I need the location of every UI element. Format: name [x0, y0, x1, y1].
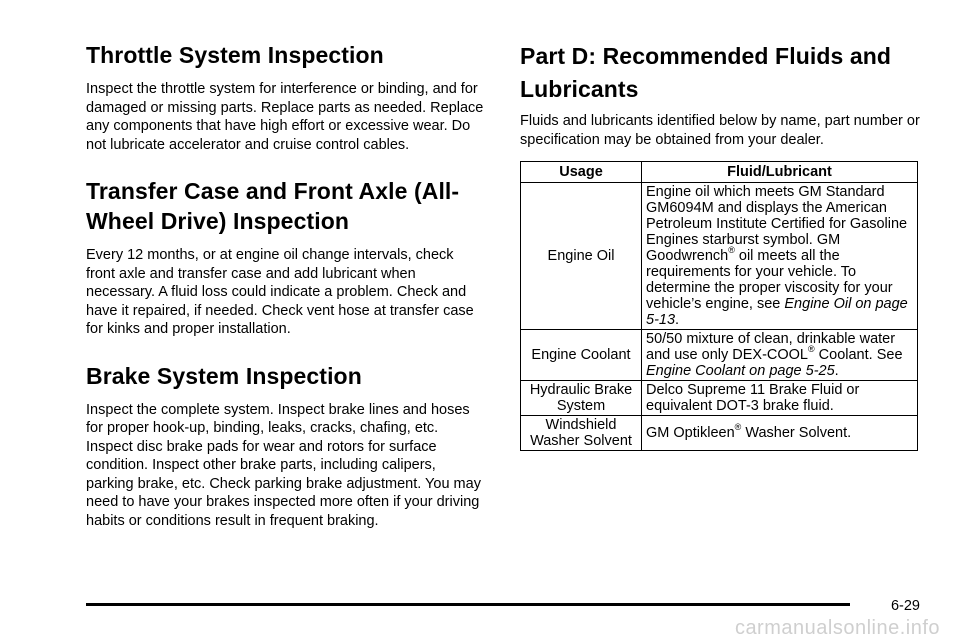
page-number: 6-29: [890, 598, 920, 614]
row-fluid: [642, 330, 918, 381]
fluid-text-cont: oil meets all the requirements for your vehicle. To determine the proper viscosity for your vehicle’s engine, see: [646, 248, 893, 312]
transfer-body: Every 12 months, or at engine oil change intervals, check front axle and transfer case and add lubricant when necessary. A fluid loss could indicate a problem. Check and have it repaired, if needed. Check vent hose at transfer case for kinks and proper installation.: [86, 247, 474, 337]
row-fluid: [642, 381, 918, 416]
fluids-intro: Fluids and lubricants identified below by name, part number or specification may be obtained from your dealer.: [520, 113, 920, 148]
table-row: [521, 416, 918, 451]
header-usage: Usage: [521, 162, 642, 183]
brake-body: Inspect the complete system. Inspect brake lines and hoses for proper hook-up, binding, leaks, cracks, chafing, etc. Inspect disc brake pads for wear and rotors for surface condition. Inspect other brake parts, including calipers, parking brake, etc. Check parking brake adjustment. You may need to have your brakes inspected more often if your driving habits or conditions result in frequent braking.: [86, 401, 481, 529]
registered-mark: ®: [734, 422, 742, 433]
left-column: [86, 40, 486, 552]
fluid-text-cont: Coolant. See: [814, 347, 903, 363]
transfer-heading: Transfer Case and Front Axle (All-Wheel Drive) Inspection: [86, 178, 460, 234]
row-fluid: [642, 183, 918, 330]
table-row: [521, 381, 918, 416]
row-usage: Engine Coolant: [521, 330, 642, 381]
page-reference: Engine Coolant on page 5-25: [646, 363, 835, 379]
fluid-text: GM Optikleen: [646, 425, 735, 441]
right-column: [520, 40, 920, 451]
row-usage: Windshield Washer Solvent: [521, 416, 642, 451]
fluid-text: Engine oil which meets GM Standard GM6094M and displays the American Petroleum Institute Certified for Gasoline Engines starburst symbol. GM Goodwrench: [646, 184, 908, 264]
registered-mark: ®: [808, 344, 815, 355]
page-reference: Engine Oil on page 5-13: [646, 296, 908, 328]
fluids-table: [520, 161, 918, 451]
table-row: [521, 183, 918, 330]
row-usage: Hydraulic Brake System: [521, 381, 642, 416]
transfer-section: [86, 176, 486, 339]
fluid-text-end: .: [675, 312, 680, 328]
throttle-heading: Throttle System Inspection: [86, 42, 384, 68]
table-header-row: [521, 162, 918, 183]
registered-mark: ®: [728, 245, 735, 256]
fluid-text: Delco Supreme 11 Brake Fluid or equivalent DOT-3 brake fluid.: [646, 382, 860, 414]
throttle-section: [86, 40, 486, 154]
fluid-text: 50/50 mixture of clean, drinkable water and use only DEX-COOL: [646, 331, 896, 363]
header-fluid: Fluid/Lubricant: [642, 162, 918, 183]
fluid-text-cont: Washer Solvent.: [741, 425, 852, 441]
brake-section: [86, 361, 486, 531]
fluids-heading: Part D: Recommended Fluids and Lubricants: [520, 43, 892, 102]
watermark: carmanualsonline.info: [734, 617, 940, 639]
row-fluid: [642, 416, 918, 451]
fluid-text-end: .: [834, 363, 839, 379]
footer-rule: [86, 603, 850, 606]
table-row: [521, 330, 918, 381]
row-usage: Engine Oil: [521, 183, 642, 330]
brake-heading: Brake System Inspection: [86, 362, 362, 389]
throttle-body: Inspect the throttle system for interference or binding, and for damaged or missing parts. Replace parts as needed. Replace any components that have high effort or excessive wear. Do not lubricate accelerator and cruise control cables.: [86, 81, 484, 153]
